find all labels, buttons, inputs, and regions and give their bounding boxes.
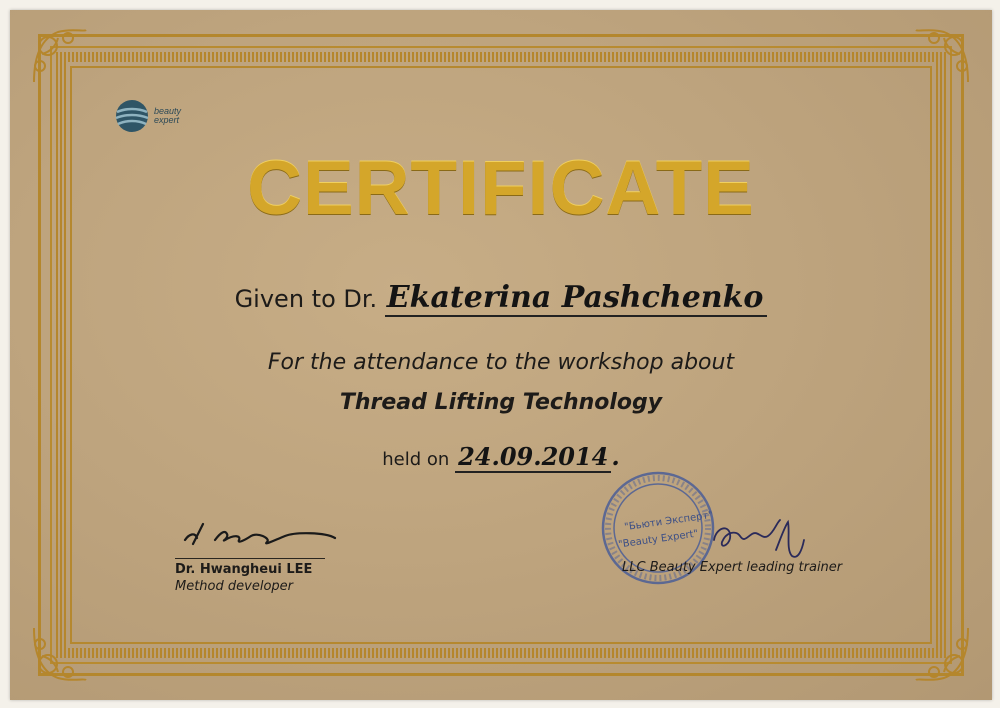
ornament-corner-icon	[28, 24, 92, 88]
held-date-line	[10, 442, 992, 471]
ornament-corner-icon	[910, 622, 974, 686]
brand-logo	[114, 98, 181, 134]
handwritten-signature-left	[175, 510, 355, 558]
recipient-name: Ekaterina Pashchenko	[385, 280, 768, 317]
given-label: Given to Dr.	[234, 285, 378, 313]
workshop-topic: Thread Lifting Technology	[339, 390, 663, 415]
workshop-date: 24.09.2014	[455, 442, 611, 473]
signatory-name-left: Dr. Hwangheui LEE	[175, 562, 313, 577]
ornament-corner-icon	[910, 24, 974, 88]
recipient-line	[10, 280, 992, 315]
globe-logo-icon	[114, 98, 150, 134]
stamp-text-latin: "Beauty Expert"	[617, 528, 699, 551]
signatory-role-left: Method developer	[175, 579, 293, 594]
date-period: .	[611, 442, 620, 471]
attendance-line: For the attendance to the workshop about	[267, 350, 735, 375]
held-label: held on	[382, 449, 450, 470]
certificate-title: CERTIFICATE	[247, 146, 755, 231]
signatory-role-right: LLC Beauty Expert leading trainer	[622, 560, 843, 575]
ornament-corner-icon	[28, 622, 92, 686]
signature-line	[175, 558, 325, 559]
logo-text-line1: beauty	[154, 106, 182, 116]
logo-text-line2: expert	[154, 115, 180, 125]
certificate-paper	[10, 10, 992, 700]
stamp-text-cyrillic: "Бьюти Эксперт"	[623, 509, 714, 534]
signature-block-left	[175, 510, 375, 594]
